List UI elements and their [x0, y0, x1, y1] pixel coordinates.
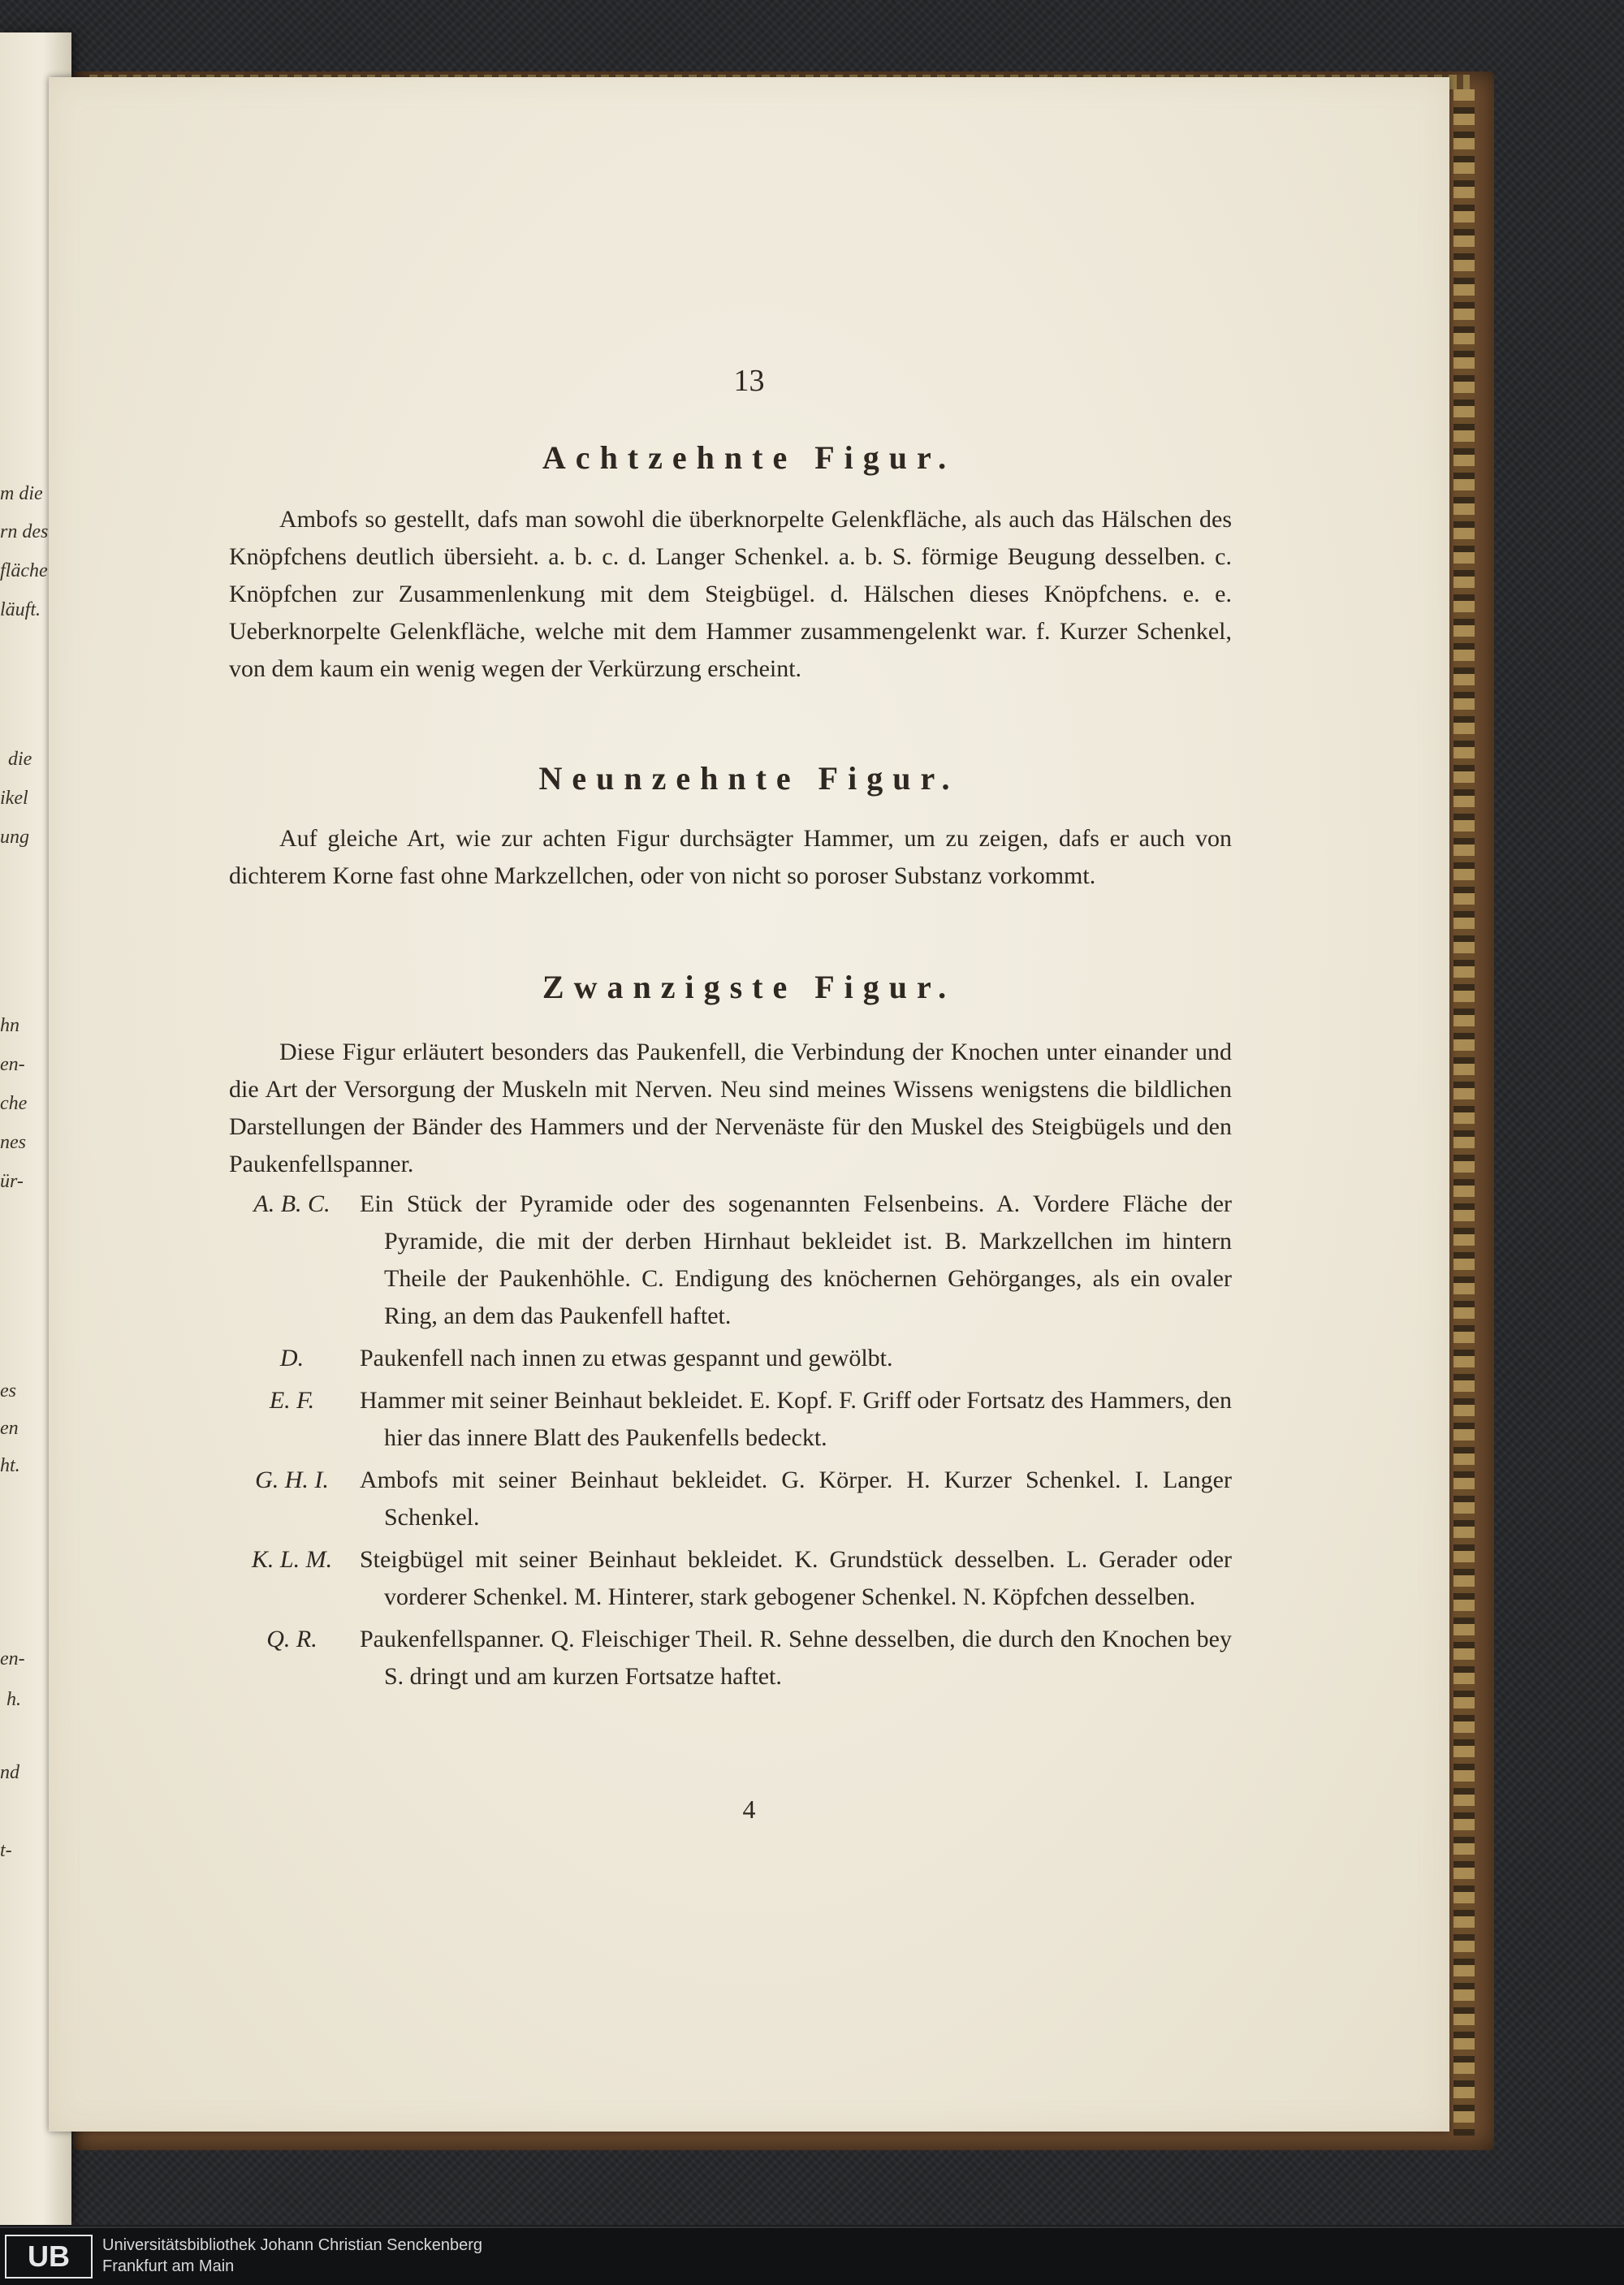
legend-text — [360, 1541, 1232, 1616]
legend-item — [229, 1621, 1232, 1695]
facing-page-fragment: ikel — [0, 788, 28, 809]
signature-mark: 4 — [742, 1795, 756, 1824]
facing-page-fragment: rn des — [0, 521, 49, 542]
facing-page-fragment: che — [0, 1093, 28, 1114]
paragraph-text: Auf gleiche Art, wie zur achten Figur durchsägter Hammer, um zu zeigen, dafs er auch von dichterem Korne fast ohne Markzellchen, oder von nicht so poroser Substanz vorkommt. — [229, 825, 1232, 889]
legend-text-content: Paukenfell nach innen zu etwas gespannt und gewölbt. — [360, 1345, 893, 1371]
legend-text-content: Ambofs mit seiner Beinhaut bekleidet. G. Körper. H. Kurzer Schenkel. I. Langer Schenkel. — [360, 1466, 1232, 1531]
facing-page-fragment: fläche — [0, 560, 48, 581]
facing-page-fragment: ür- — [0, 1171, 24, 1192]
facing-page-fragment: die — [8, 749, 32, 770]
legend-text — [360, 1186, 1232, 1335]
legend-text-content: Hammer mit seiner Beinhaut bekleidet. E. Kopf. F. Griff oder Fortsatz des Hammers, den hier das innere Blatt des Paukenfells bedeckt. — [360, 1387, 1232, 1451]
facing-page-fragment: ht. — [0, 1455, 20, 1476]
facing-page-fragment: läuft. — [0, 599, 41, 620]
paragraph-text: Ambofs so gestellt, dafs man sowohl die überknorpelte Gelenkfläche, als auch das Hälschen des Knöpfchens deutlich übersieht. a. b. c. d. Langer Schenkel. a. b. S. förmige Beugung desselben. c. Knöpfchen zur Zusammenlenkung mit dem Steigbügel. d. Hälschen dieses Knöpfchens. e. e. Ueberknorpelte Gelenkfläche, welche mit dem Hammer zusammengelenkt war. f. Kurzer Schenkel, von dem kaum ein wenig wegen der Verkürzung erscheint. — [229, 506, 1232, 682]
legend-text — [360, 1340, 1232, 1377]
ub-logo: UB — [5, 2235, 93, 2279]
footer-location: Frankfurt am Main — [102, 2257, 235, 2275]
legend-item — [229, 1340, 1232, 1377]
facing-page-fragment: es — [0, 1380, 16, 1402]
facing-page-fragment: nd — [0, 1762, 19, 1783]
legend-item — [229, 1382, 1232, 1457]
legend-item — [229, 1186, 1232, 1335]
facing-page-fragment: nes — [0, 1132, 26, 1153]
legend-label: G. H. I. — [255, 1466, 329, 1493]
facing-page-fragment: t- — [0, 1840, 12, 1861]
footer-institution: Universitätsbibliothek Johann Christian Senckenberg — [102, 2236, 483, 2254]
paragraph-neunzehnte — [229, 820, 1232, 895]
heading-neunzehnte-figur: Neunzehnte Figur. — [538, 760, 960, 797]
footer-bar — [0, 2227, 1624, 2285]
legend-label: A. B. C. — [253, 1190, 330, 1217]
legend-text — [360, 1621, 1232, 1695]
legend-label: Q. R. — [266, 1626, 317, 1652]
facing-page-fragment: ung — [0, 827, 29, 848]
facing-page-fragment: en- — [0, 1648, 25, 1669]
facing-page-fragment: en — [0, 1418, 19, 1439]
heading-achtzehnte-figur: Achtzehnte Figur. — [542, 439, 957, 476]
legend-item — [229, 1462, 1232, 1536]
legend-text-content: Ein Stück der Pyramide oder des sogenannten Felsenbeins. A. Vordere Fläche der Pyramide, die mit der derben Hirnhaut bekleidet ist. B. Markzellchen im hintern Theile der Paukenhöhle. C. Endigung des knöchernen Gehörganges, als ein ovaler Ring, an dem das Paukenfell haftet. — [360, 1190, 1232, 1329]
legend-text — [360, 1462, 1232, 1536]
paragraph-zwanzigste — [229, 1034, 1232, 1183]
facing-page-fragment: hn — [0, 1015, 19, 1036]
heading-zwanzigste-figur: Zwanzigste Figur. — [542, 969, 957, 1005]
facing-page-fragment: h. — [6, 1689, 21, 1710]
page-number: 13 — [733, 364, 765, 398]
paragraph-achtzehnte — [229, 501, 1232, 688]
legend-label: E. F. — [269, 1387, 315, 1414]
legend-text-content: Paukenfellspanner. Q. Fleischiger Theil. R. Sehne desselben, die durch den Knochen bey S. dringt und am kurzen Fortsatze haftet. — [360, 1626, 1232, 1690]
book-page — [49, 77, 1449, 2132]
facing-page-fragment: m die — [0, 483, 43, 504]
legend-label: K. L. M. — [251, 1546, 333, 1573]
figure-legend-list — [229, 1186, 1232, 1700]
legend-label: D. — [279, 1345, 304, 1371]
facing-page-fragment: en- — [0, 1054, 25, 1075]
gilt-border-right — [1453, 89, 1475, 2136]
paragraph-text: Diese Figur erläutert besonders das Paukenfell, die Verbindung der Knochen unter einander und die Art der Versorgung der Muskeln mit Nerven. Neu sind meines Wissens wenigstens die bildlichen Darstellungen der Bänder des Hammers und der Nervenäste für den Muskel des Steigbügels und den Paukenfellspanner. — [229, 1039, 1232, 1177]
legend-text — [360, 1382, 1232, 1457]
legend-text-content: Steigbügel mit seiner Beinhaut bekleidet. K. Grundstück desselben. L. Gerader oder vorderer Schenkel. M. Hinterer, stark gebogener Schenkel. N. Köpfchen desselben. — [360, 1546, 1232, 1610]
legend-item — [229, 1541, 1232, 1616]
